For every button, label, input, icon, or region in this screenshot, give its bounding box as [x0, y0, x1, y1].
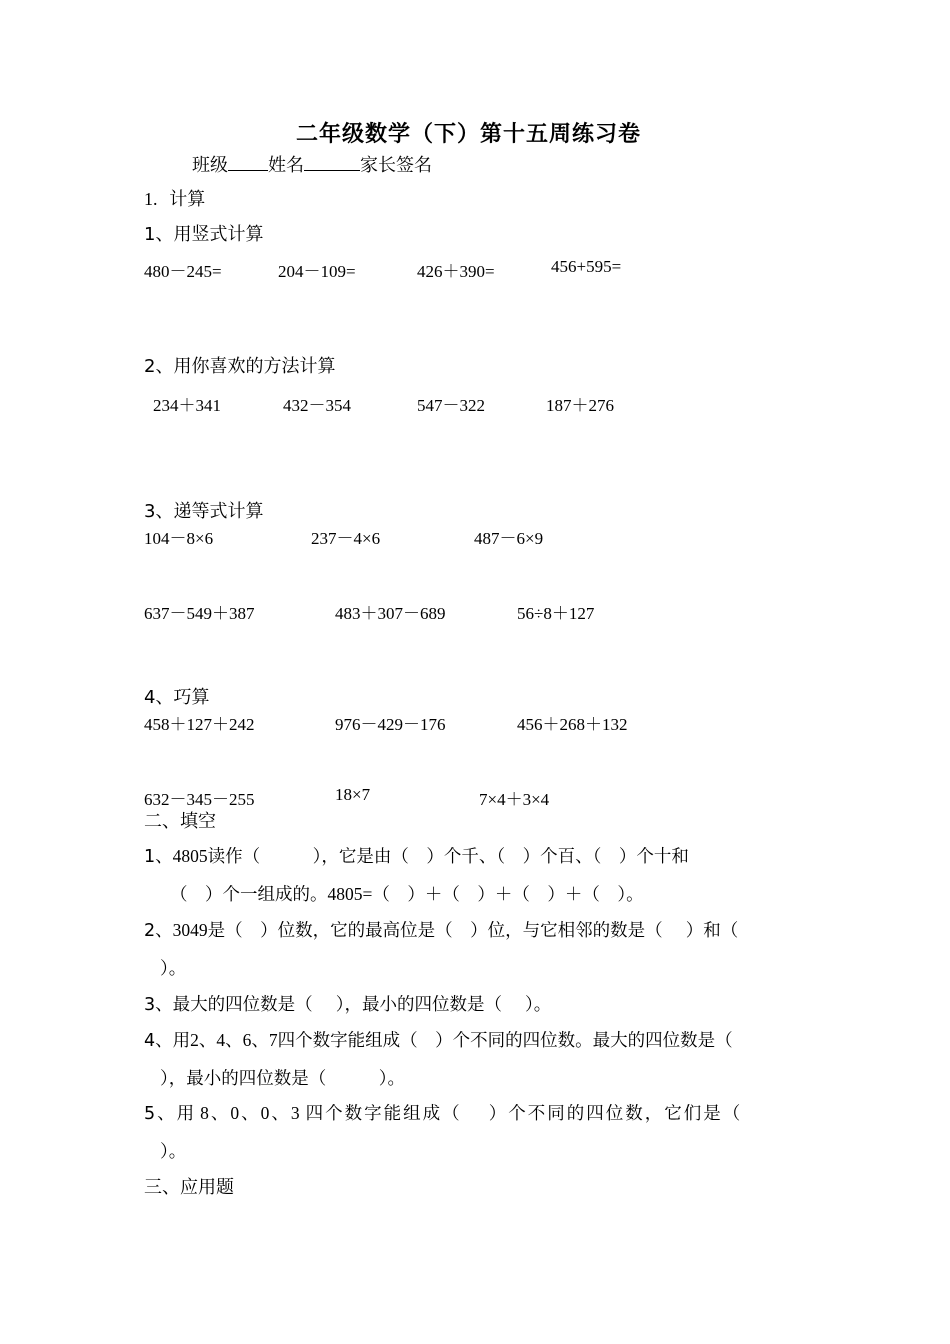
q2-item: 234＋341: [153, 396, 221, 415]
q3-item: 483＋307－689: [335, 604, 446, 623]
fill-item-1-line1: [144, 843, 689, 868]
q3-item: 637－549＋387: [144, 604, 255, 623]
q3-item: 237－4×6: [311, 529, 381, 548]
part1-heading-num: 1.: [144, 189, 158, 209]
fill-item-4-line2: ），最小的四位数是（ ）。: [160, 1069, 405, 1089]
q1-item: 456+595=: [551, 257, 622, 276]
fill-item-text: 是（ ）位数，它的最高位是（ ）位，与它相邻的数是（ ）和（: [207, 921, 739, 941]
fill-item-prefix: 4、用: [144, 1031, 191, 1051]
fill-item-text: （ ）＋（ ）＋（ ）＋（ ）。: [372, 885, 644, 905]
q3-item: 487－6×9: [474, 529, 544, 548]
fill-item-number: 4805=: [327, 884, 373, 904]
q4-item: 458＋127＋242: [144, 715, 255, 734]
q2-item: 547－322: [417, 396, 485, 415]
q4-item: 18×7: [335, 785, 371, 804]
q4-item: 976－429－176: [335, 715, 446, 734]
fill-item-1-line2: [170, 881, 644, 906]
q2-label: 2、用你喜欢的方法计算: [144, 356, 336, 377]
name-label: 姓名: [268, 155, 304, 176]
class-label: 班级: [192, 155, 228, 176]
q2-item: 432－354: [283, 396, 351, 415]
q1-item: 426＋390=: [417, 262, 495, 281]
name-blank[interactable]: [304, 154, 360, 171]
part1-heading-text: 计算: [169, 189, 206, 210]
page-title: 二年级数学（下）第十五周练习卷: [296, 122, 642, 147]
part1-heading: [144, 185, 205, 211]
fill-item-prefix: 5、用: [144, 1104, 197, 1124]
fill-item-2-line2: ）。: [160, 959, 187, 979]
q4-item: 7×4＋3×4: [479, 790, 550, 809]
fill-item-text: 四个数字能组成（ ）个不同的四位数。最大的四位数是（: [277, 1031, 733, 1051]
part3-heading: 三、应用题: [144, 1177, 234, 1198]
q2-item: 187＋276: [546, 396, 614, 415]
fill-item-prefix: 1、: [144, 847, 173, 867]
q4-label: 4、巧算: [144, 687, 210, 708]
q3-label: 3、递等式计算: [144, 501, 264, 522]
q4-item: 456＋268＋132: [517, 715, 628, 734]
fill-item-number: 4805: [172, 846, 208, 866]
fill-item-2-line1: [144, 917, 738, 942]
q1-item: 480－245=: [144, 262, 222, 281]
q3-item: 104－8×6: [144, 529, 214, 548]
sign-label: 家长签名: [360, 155, 432, 176]
fill-item-prefix: 2、: [144, 921, 173, 941]
fill-item-text: 读作（ ），它是由（ ）个千、（ ）个百、（ ）个十和: [207, 847, 689, 867]
fill-item-text: 四个数字能组成（ ）个不同的四位数，它们是（: [305, 1104, 743, 1124]
q4-item: 632－345－255: [144, 790, 255, 809]
fill-item-number: 3049: [172, 920, 208, 940]
fill-item-3-line1: 3、最大的四位数是（ ），最小的四位数是（ ）。: [144, 995, 552, 1015]
header-info: [192, 151, 432, 177]
part2-heading: 二、填空: [144, 811, 216, 832]
fill-item-numbers: 8、0、0、3: [200, 1103, 302, 1123]
fill-item-5-line1: [144, 1100, 742, 1125]
q3-item: 56÷8＋127: [517, 604, 595, 623]
fill-item-5-line2: ）。: [160, 1142, 187, 1162]
fill-item-text: （ ）个一组成的。: [170, 885, 328, 905]
fill-item-4-line1: [144, 1027, 733, 1052]
q1-item: 204－109=: [278, 262, 356, 281]
q1-label: 1、用竖式计算: [144, 224, 264, 245]
class-blank[interactable]: [228, 154, 268, 171]
fill-item-numbers: 2、4、6、7: [190, 1030, 278, 1050]
